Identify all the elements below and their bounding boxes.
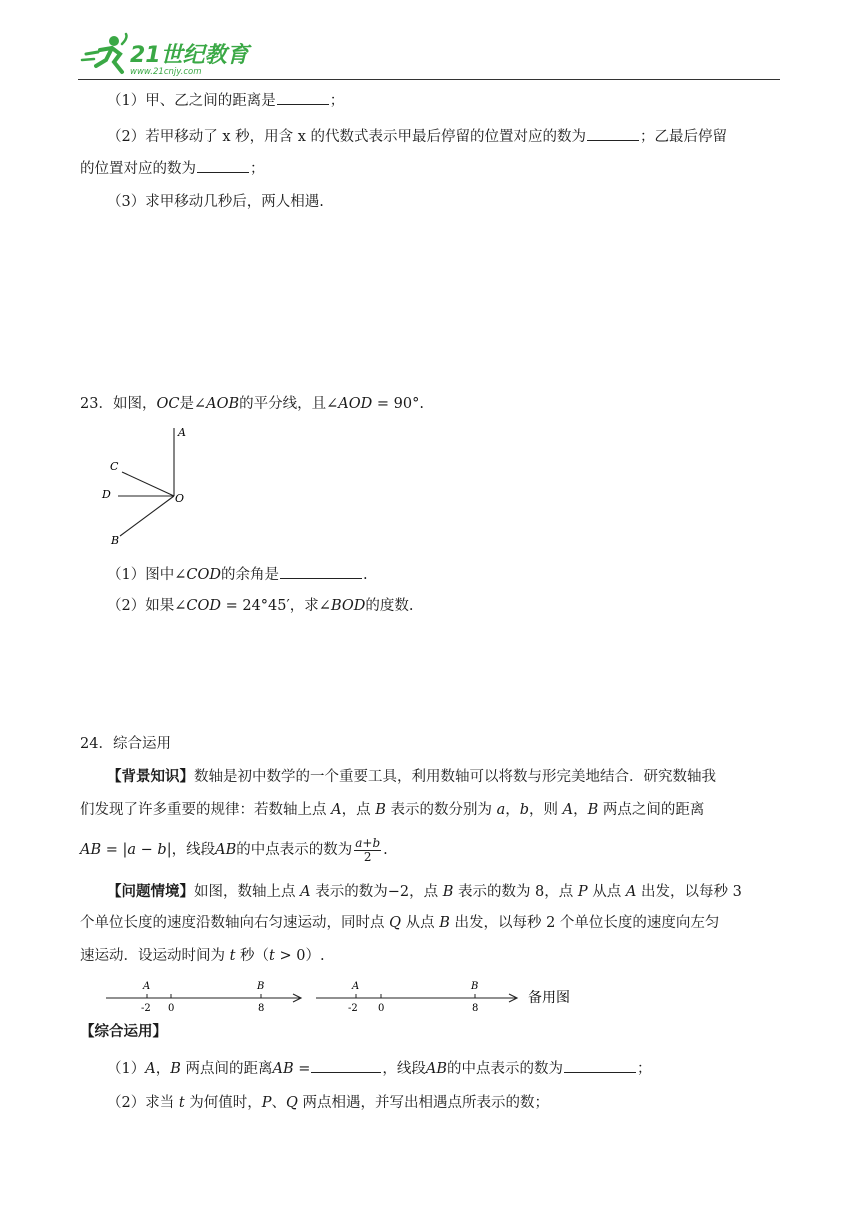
number-line-main bbox=[106, 981, 301, 1014]
answer-blank bbox=[311, 1058, 381, 1073]
site-logo bbox=[78, 32, 253, 78]
point-A-label: A bbox=[143, 981, 151, 992]
q22-part2: （2）若甲移动了 x 秒，用含 x 的代数式表示甲最后停留的位置对应的数为 ；乙最后停留 bbox=[107, 126, 727, 147]
point-B-label: B bbox=[257, 981, 265, 992]
ray-OC bbox=[122, 472, 174, 496]
q22-part2-cont: 的位置对应的数为 ； bbox=[80, 158, 265, 179]
q24-part2: （2）求当 t 为何值时，P、Q 两点相遇，并写出相遇点所表示的数； bbox=[107, 1095, 550, 1111]
q24-comprehensive-label: 【综合运用】 bbox=[80, 1023, 167, 1040]
label-A: A bbox=[178, 426, 186, 439]
spare-figure-label: 备用图 bbox=[528, 990, 570, 1006]
q22-part3: （3）求甲移动几秒后，两人相遇. bbox=[107, 194, 324, 210]
label-O: O bbox=[175, 492, 185, 505]
tick-0: 0 bbox=[168, 1003, 175, 1014]
point-B-label: B bbox=[471, 981, 479, 992]
label-B: B bbox=[111, 534, 120, 547]
number-line-figure bbox=[100, 976, 600, 1018]
q24-situation-line1: 【问题情境】如图，数轴上点 A 表示的数为−2，点 B 表示的数为 8，点 P 从点 A 出发，以每秒 3 bbox=[107, 883, 742, 900]
answer-blank bbox=[280, 564, 362, 579]
answer-blank bbox=[587, 126, 639, 141]
q24-background-line1: 【背景知识】数轴是初中数学的一个重要工具，利用数轴可以将数与形完美地结合．研究数轴我 bbox=[107, 768, 716, 785]
q23-stem: 23．如图，OC是∠AOB的平分线，且∠AOD = 90°. bbox=[80, 396, 424, 412]
q24-part1: （1）A，B 两点间的距离AB = ，线段AB的中点表示的数为 ； bbox=[107, 1058, 652, 1079]
point-A-label: A bbox=[352, 981, 360, 992]
q23-part2: （2）如果∠COD = 24°45′，求∠BOD的度数. bbox=[107, 598, 414, 614]
tick-0: 0 bbox=[378, 1003, 385, 1014]
number-line-spare bbox=[316, 981, 517, 1014]
runner-icon bbox=[82, 34, 127, 72]
tick-neg2: -2 bbox=[348, 1003, 358, 1014]
ray-OB bbox=[120, 496, 174, 536]
answer-blank bbox=[197, 158, 249, 173]
q24-situation-line2: 个单位长度的速度沿数轴向右匀速运动，同时点 Q 从点 B 出发，以每秒 2 个单位长度的速度向左匀 bbox=[80, 915, 720, 931]
q24-situation-line3: 速运动．设运动时间为 t 秒（t > 0）. bbox=[80, 948, 325, 964]
q24-title: 24．综合运用 bbox=[80, 736, 171, 752]
q23-part1: （1）图中∠COD的余角是 . bbox=[107, 564, 368, 585]
angle-figure bbox=[100, 422, 200, 550]
q22-part1: （1）甲、乙之间的距离是 ； bbox=[107, 90, 344, 111]
midpoint-fraction: $\frac{a+b}{2}$ bbox=[355, 835, 381, 864]
tick-8: 8 bbox=[258, 1003, 265, 1014]
label-D: D bbox=[102, 488, 111, 501]
label-C: C bbox=[110, 460, 119, 473]
header-divider bbox=[78, 79, 780, 80]
tick-neg2: -2 bbox=[141, 1003, 151, 1014]
logo-text: 21世纪教育 bbox=[130, 43, 249, 68]
answer-blank bbox=[564, 1058, 636, 1073]
logo-url: www.21cnjy.com bbox=[130, 67, 202, 77]
q24-background-line2: 们发现了许多重要的规律：若数轴上点 A，点 B 表示的数分别为 a，b，则 A，B 两点之间的距离 bbox=[80, 802, 705, 818]
answer-blank bbox=[277, 90, 329, 105]
tick-8: 8 bbox=[472, 1003, 479, 1014]
q24-background-line3: AB = |a − b|，线段AB的中点表示的数为 $\frac{a+b}{2}$ . bbox=[80, 835, 388, 864]
